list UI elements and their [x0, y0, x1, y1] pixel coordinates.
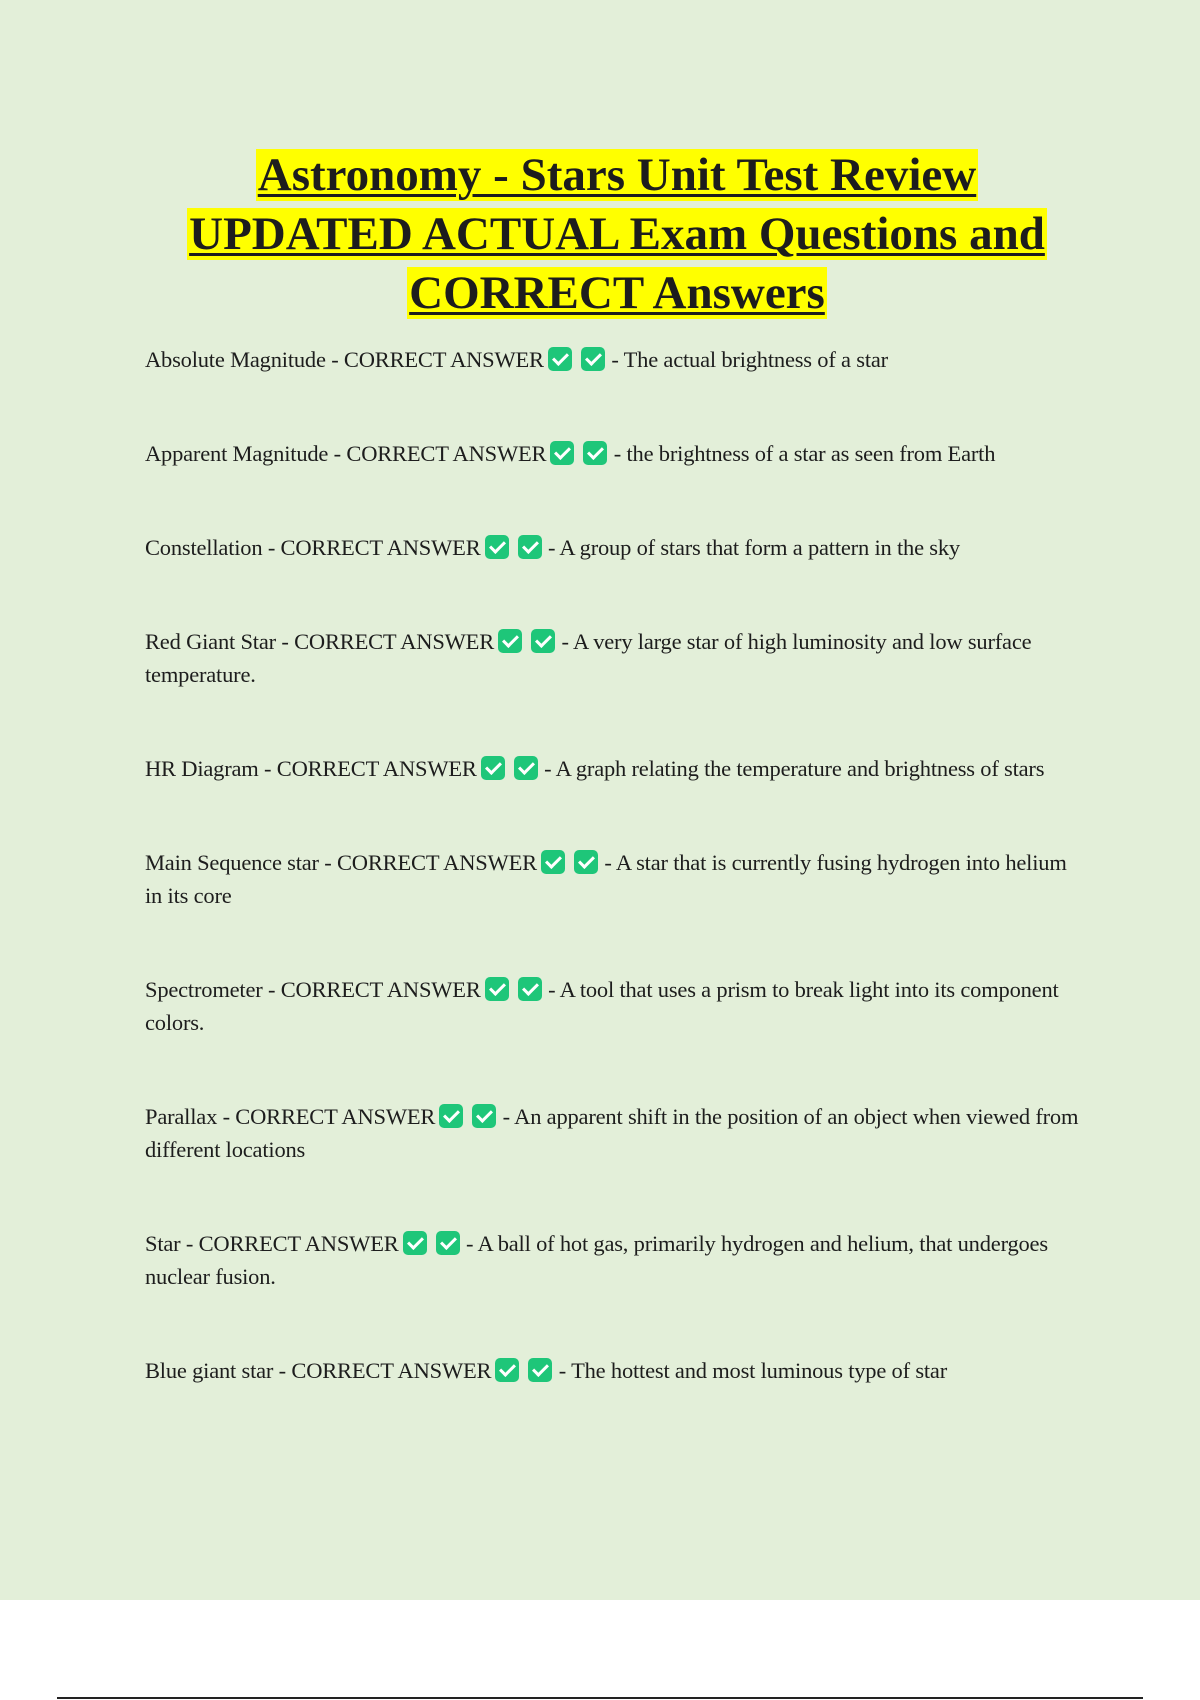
flashcard-entry: [145, 343, 1085, 376]
flashcard-entry: [145, 1354, 1085, 1387]
check-mark-icon: [541, 850, 565, 874]
check-mark-icon: [518, 535, 542, 559]
entry-definition: - The actual brightness of a star: [611, 347, 888, 372]
flashcard-entry: [145, 752, 1085, 785]
check-mark-icon: [574, 850, 598, 874]
check-mark-icon: [518, 977, 542, 1001]
correct-answer-label: - CORRECT ANSWER: [281, 629, 495, 654]
flashcard-entry: [145, 846, 1085, 912]
entry-definition: - The hottest and most luminous type of star: [558, 1358, 948, 1383]
correct-answer-label: - CORRECT ANSWER: [267, 535, 481, 560]
flashcard-list: [145, 343, 1085, 1387]
check-mark-icon: [436, 1231, 460, 1255]
entry-term: Blue giant star: [145, 1358, 274, 1383]
correct-answer-label: - CORRECT ANSWER: [222, 1104, 436, 1129]
flashcard-entry: [145, 1100, 1085, 1166]
check-mark-icon: [583, 441, 607, 465]
footer-divider: [57, 1697, 1143, 1699]
check-mark-icon: [550, 441, 574, 465]
document-title: [110, 146, 1124, 323]
check-mark-icon: [581, 347, 605, 371]
correct-answer-label: - CORRECT ANSWER: [278, 1358, 492, 1383]
entry-definition: - A group of stars that form a pattern in the sky: [547, 535, 960, 560]
check-mark-icon: [548, 347, 572, 371]
flashcard-entry: [145, 625, 1085, 691]
entry-definition: - A ball of hot gas, primarily hydrogen and helium, that undergoes nuclear fusion.: [145, 1231, 1048, 1289]
entry-term: Constellation: [145, 535, 263, 560]
entry-term: Main Sequence star: [145, 850, 319, 875]
title-line-1: Astronomy - Stars Unit Test Review: [257, 149, 977, 201]
check-mark-icon: [485, 535, 509, 559]
title-line-3: CORRECT Answers: [409, 267, 825, 319]
entry-term: Apparent Magnitude: [145, 441, 329, 466]
entry-definition: - A star that is currently fusing hydrogen into helium in its core: [145, 850, 1067, 908]
check-mark-icon: [403, 1231, 427, 1255]
flashcard-entry: [145, 437, 1085, 470]
entry-definition: - the brightness of a star as seen from Earth: [613, 441, 996, 466]
entry-definition: - A graph relating the temperature and brightness of stars: [544, 756, 1045, 781]
entry-term: Star: [145, 1231, 181, 1256]
correct-answer-label: - CORRECT ANSWER: [324, 850, 537, 875]
entry-term: Absolute Magnitude: [145, 347, 326, 372]
check-mark-icon: [472, 1104, 496, 1128]
flashcard-entry: [145, 531, 1085, 564]
entry-term: Red Giant Star: [145, 629, 276, 654]
entry-term: Spectrometer: [145, 977, 263, 1002]
check-mark-icon: [495, 1358, 519, 1382]
correct-answer-label: - CORRECT ANSWER: [264, 756, 477, 781]
flashcard-entry: [145, 1227, 1085, 1293]
title-line-2: UPDATED ACTUAL Exam Questions and: [189, 208, 1045, 260]
check-mark-icon: [485, 977, 509, 1001]
flashcard-entry: [145, 973, 1085, 1039]
check-mark-icon: [481, 756, 505, 780]
check-mark-icon: [531, 629, 555, 653]
entry-definition: - An apparent shift in the position of an object when viewed from different locations: [145, 1104, 1079, 1162]
check-mark-icon: [514, 756, 538, 780]
correct-answer-label: - CORRECT ANSWER: [185, 1231, 399, 1256]
check-mark-icon: [439, 1104, 463, 1128]
entry-term: HR Diagram: [145, 756, 259, 781]
correct-answer-label: - CORRECT ANSWER: [333, 441, 547, 466]
entry-definition: - A tool that uses a prism to break light into its component colors.: [145, 977, 1059, 1035]
entry-term: Parallax: [145, 1104, 218, 1129]
correct-answer-label: - CORRECT ANSWER: [268, 977, 481, 1002]
check-mark-icon: [498, 629, 522, 653]
check-mark-icon: [528, 1358, 552, 1382]
correct-answer-label: - CORRECT ANSWER: [331, 347, 544, 372]
entry-definition: - A very large star of high luminosity and low surface temperature.: [145, 629, 1032, 687]
